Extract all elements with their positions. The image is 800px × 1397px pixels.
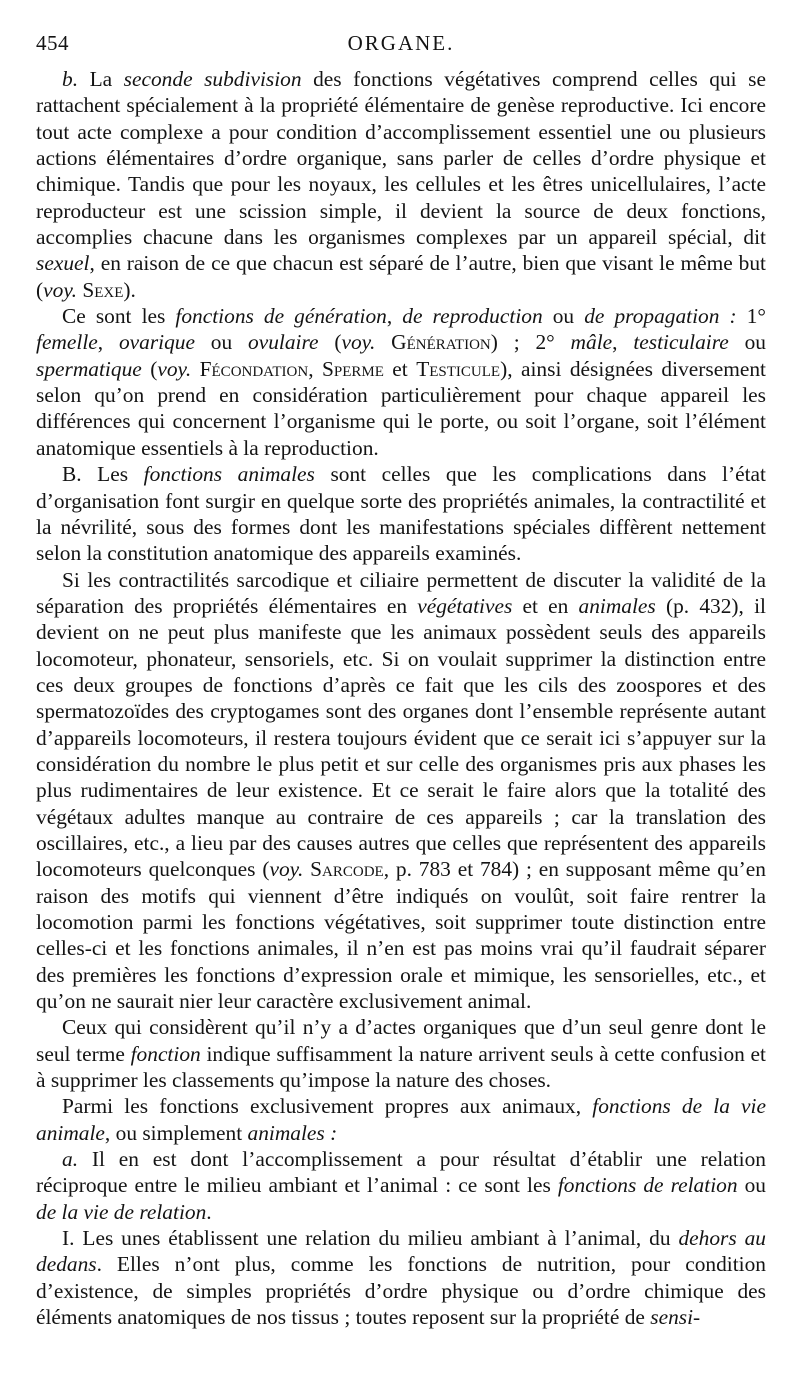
paragraph [36, 66, 766, 303]
text-run: et [383, 356, 417, 381]
text-run: ( [141, 356, 158, 381]
italic-text: de propagation : [584, 304, 737, 329]
text-run: , [308, 356, 322, 381]
page-number: 454 [36, 31, 69, 55]
italic-text: femelle [36, 330, 98, 355]
italic-text: seconde subdivision [123, 67, 302, 91]
italic-text: sensi- [650, 1305, 701, 1330]
small-caps-text: Sperme [321, 356, 384, 381]
text-run: , ou simplement [104, 1120, 248, 1145]
italic-text: testiculaire [633, 330, 729, 355]
italic-text: fonctions animales [143, 462, 315, 487]
italic-text: de la vie de relation [36, 1199, 207, 1224]
italic-text: ovulaire [248, 330, 319, 355]
text-run: ou [542, 304, 585, 329]
italic-text: fonction [130, 1041, 201, 1066]
text-run: , en raison de ce que chacun est séparé de l’autre, bien que visant le même but ( [36, 251, 766, 302]
text-run: ou [194, 330, 249, 355]
text-run: des fonctions végétatives comprend celles qui se rattachent spécialement à la propriété élémentaire de genèse reproductive. Ici encore tout acte complexe a pour condition d’accomplissement essentiel une ou plusieurs actions élémentaires d’ordre organique, sans parler de celles d’ordre physique et chimique. Tandis que pour les noyaux, les cellules et les êtres unicellulaires, l’acte reproducteur est une scission simple, il devient la source de deux fonctions, accomplies chacune dans les organismes complexes par un appareil spécial, dit [36, 67, 766, 250]
text-run: I. Les unes établissent une relation du milieu ambiant à l’animal, du [62, 1226, 679, 1251]
text-run: Il en est dont l’accomplissement a pour résultat d’établir une relation réciproque entre le milieu ambiant et l’animal : ce sont les [36, 1147, 766, 1198]
italic-text: spermatique [36, 356, 142, 381]
text-run: ou [737, 1173, 766, 1198]
italic-text: voy. [43, 277, 77, 302]
paragraph [36, 1146, 766, 1225]
small-caps-text: Sarcode [310, 857, 384, 882]
paragraph [36, 567, 766, 1015]
text-run: ( [318, 330, 342, 355]
italic-text: animales [578, 593, 656, 618]
text-run: Si les contractilités sarcodique et ciliaire permettent de discuter la validité de la séparation des propriétés élémentaires en [36, 567, 766, 618]
text-run: Ce sont les [62, 304, 176, 329]
text-run: . [206, 1199, 212, 1224]
text-run: ), ainsi désignées diversement selon qu’on prend en considération particulièrement pour chaque appareil les différences qui concernent l’organisme qui le porte, ou soit l’organe, soit l’élément anatomique essentiels à la reproduction. [36, 356, 766, 460]
text-run: Parmi les fonctions exclusivement propres aux animaux, [62, 1094, 593, 1119]
italic-text: a. [62, 1147, 79, 1172]
text-run: ou [728, 330, 766, 355]
italic-text: fonctions de relation [557, 1173, 738, 1198]
text-run: et en [512, 593, 579, 618]
italic-text: voy. [269, 857, 304, 882]
small-caps-text: Génération [391, 330, 491, 355]
text-run [375, 330, 391, 354]
italic-text: b. [62, 67, 79, 91]
italic-text: sexuel [36, 251, 90, 276]
body-text [36, 66, 766, 1331]
text-run: , [97, 330, 119, 355]
italic-text: voy. [341, 330, 376, 355]
text-run: . Elles n’ont plus, comme les fonctions de nutrition, pour condition d’existence, de simples propriétés d’ordre physique ou d’ordre chimique des éléments anatomiques de nos tissus ; toutes reposent sur la propriété de [36, 1252, 766, 1330]
text-run: La [78, 67, 124, 91]
text-run: , p. 783 et 784) ; en supposant même qu’en raison des motifs qui viennent d’être indiqués on voulût, soit faire rentrer la locomotion parmi les fonctions végétatives, soit supprimer toute distinction entre celles-ci et les fonctions animales, il n’en est pas moins vrai qu’il faudrait séparer des premières les fonctions d’expression orale et mimique, les sensorielles, etc., et qu’on ne saurait nier leur caractère exclusivement animal. [36, 857, 766, 1014]
small-caps-text: Fécondation [199, 356, 309, 381]
text-run: , [386, 304, 403, 329]
paragraph [36, 461, 766, 566]
small-caps-text: Sexe [82, 277, 124, 302]
paragraph [36, 1014, 766, 1093]
text-run: sont celles que les complications dans l’état d’organisation font surgir en quelque sorte des propriétés animales, la contractilité et la névrilité, sous des formes dont les manifestations spéciales diffèrent nettement selon la constitution anatomique des appareils examinés. [36, 462, 766, 566]
italic-text: mâle [570, 330, 613, 355]
running-head [36, 30, 766, 60]
italic-text: voy. [157, 356, 192, 381]
italic-text: animales : [247, 1120, 338, 1145]
text-run: indique suffisamment la nature arrivent seuls à cette confusion et à supprimer les classements qu’impose la nature des choses. [36, 1041, 766, 1093]
text-run: B. Les [62, 462, 144, 487]
text-run [191, 357, 199, 381]
italic-text: dehors au dedans [36, 1226, 766, 1277]
paragraph [36, 1225, 766, 1330]
small-caps-text: Testicule [416, 356, 501, 381]
italic-text: de reproduction [402, 304, 543, 329]
text-run: ) ; 2° [490, 330, 571, 355]
italic-text: végétatives [417, 593, 513, 618]
italic-text: ovarique [118, 330, 195, 355]
text-run: (p. 432), il devient on ne peut plus manifeste que les animaux possèdent seuls des appareils locomoteur, phonateur, sensoriels, etc. Si on voulait supprimer la distinction entre ces deux groupes de fonctions d’après ce fait que les cils des zoospores et des spermatozoïdes des cryptogames sont des organes dont l’ensemble représente autant d’appareils locomoteurs, il restera toujours évident que ce serait ici s’appuyer sur la considération du nombre le plus petit et sur celle des organismes pris aux phases les plus rudimentaires de leur existence. Et ce serait le faire alors que la totalité des végétaux adultes manque au contraire de ces appareils ; car la translation des oscillaires, etc., a lieu par des causes autres que celles que représentent des appareils locomoteurs quelconques ( [36, 593, 766, 882]
text-run: , [612, 330, 634, 355]
running-title: ORGANE. [347, 31, 455, 55]
paragraph [36, 303, 766, 461]
italic-text: fonctions de génération [175, 304, 387, 329]
text-run: 1° [736, 304, 766, 329]
paragraph [36, 1093, 766, 1146]
text-run: Ceux qui considèrent qu’il n’y a d’actes organiques que d’un seul genre dont le seul terme [36, 1015, 766, 1066]
text-run: ). [123, 277, 136, 302]
italic-text: fonctions de la vie animale [36, 1094, 766, 1145]
